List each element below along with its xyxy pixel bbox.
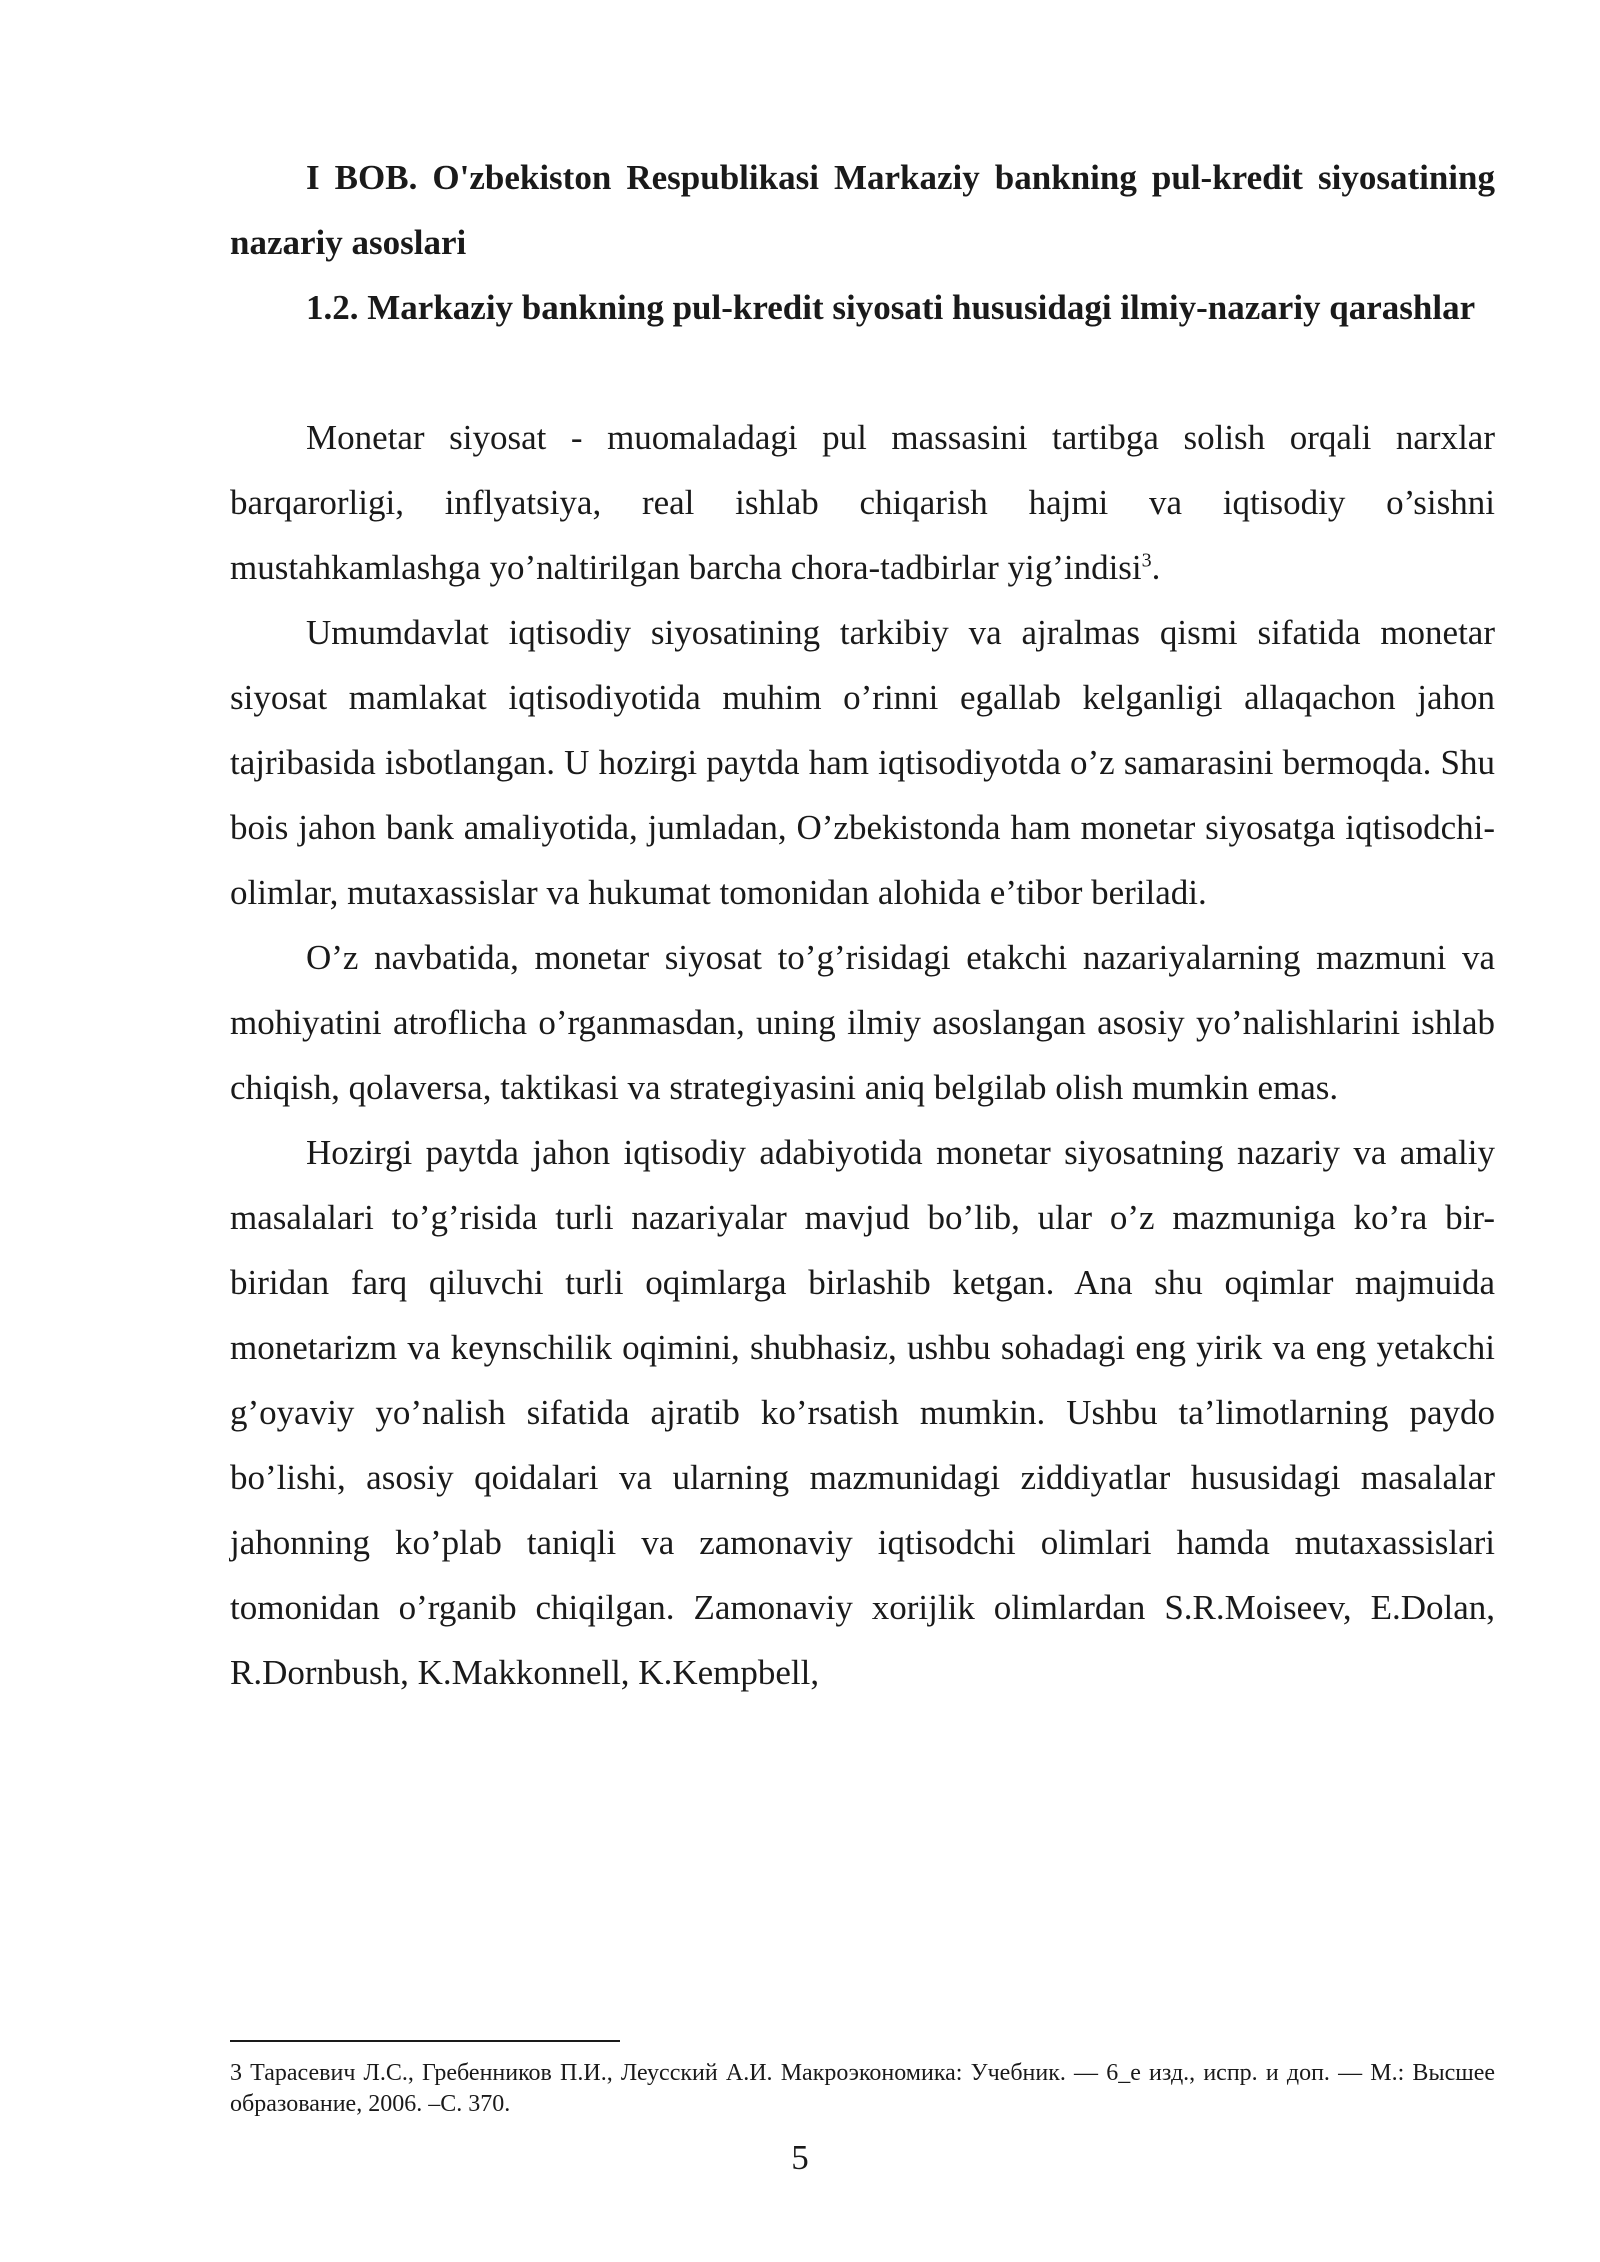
- paragraph-1-tail: .: [1151, 548, 1161, 587]
- paragraph-4: Hozirgi paytda jahon iqtisodiy adabiyotida monetar siyosatning nazariy va amaliy masalalari to’g’risida turli nazariyalar mavjud bo’lib, ular o’z mazmuniga ko’ra bir-biridan farq qiluvchi turli oqimlarga birlashib ketgan. Ana shu oqimlar majmuida monetarizm va keynschilik oqimini, shubhasiz, ushbu sohadagi eng yirik va eng yetakchi g’oyaviy yo’nalish sifatida ajratib ko’rsatish mumkin. Ushbu ta’limotlarning paydo bo’lishi, asosiy qoidalari va ularning mazmunidagi ziddiyatlar hususidagi masalalar jahonning ko’plab taniqli va zamonaviy iqtisodchi olimlari hamda mutaxassislari tomonidan o’rganib chiqilgan. Zamonaviy xorijlik olimlardan S.R.Moiseev, E.Dolan, R.Dornbush, K.Makkonnell, K.Kempbell,: [230, 1133, 1495, 1692]
- section-heading: 1.2. Markaziy bankning pul-kredit siyosati hususidagi ilmiy-nazariy qarashlar: [306, 288, 1476, 327]
- chapter-heading: I BOB. O'zbekiston Respublikasi Markaziy bankning pul-kredit siyosatining nazariy asoslari: [230, 158, 1495, 262]
- page-body: [230, 145, 1495, 1705]
- footnote-separator: [230, 2040, 620, 2042]
- paragraph-1-text: Monetar siyosat - muomaladagi pul massasini tartibga solish orqali narxlar barqarorligi, inflyatsiya, real ishlab chiqarish hajmi va iqtisodiy o’sishni mustahkamlashga yo’naltirilgan barcha chora-tadbirlar yig’indisi: [230, 418, 1495, 587]
- paragraph-1: [230, 405, 1495, 600]
- paragraph-2: Umumdavlat iqtisodiy siyosatining tarkibiy va ajralmas qismi sifatida monetar siyosat mamlakat iqtisodiyotida muhim o’rinni egallab kelganligi allaqachon jahon tajribasida isbotlangan. U hozirgi paytda ham iqtisodiyotda o’z samarasini bermoqda. Shu bois jahon bank amaliyotida, jumladan, O’zbekistonda ham monetar siyosatga iqtisodchi-olimlar, mutaxassislar va hukumat tomonidan alohida e’tibor beriladi.: [230, 613, 1495, 912]
- footnote-reference: 3: [1141, 549, 1152, 572]
- footnote-text: 3 Тарасевич Л.С., Гребенников П.И., Леусский А.И. Макроэкономика: Учебник. — 6_е изд., испр. и доп. — М.: Высшее образование, 2006. –С. 370.: [230, 2060, 1495, 2117]
- paragraph-3: O’z navbatida, monetar siyosat to’g’risidagi etakchi nazariyalarning mazmuni va mohiyatini atroflicha o’rganmasdan, uning ilmiy asoslangan asosiy yo’nalishlarini ishlab chiqish, qolaversa, taktikasi va strategiyasini aniq belgilab olish mumkin emas.: [230, 938, 1495, 1107]
- page-number: 5: [791, 2138, 809, 2177]
